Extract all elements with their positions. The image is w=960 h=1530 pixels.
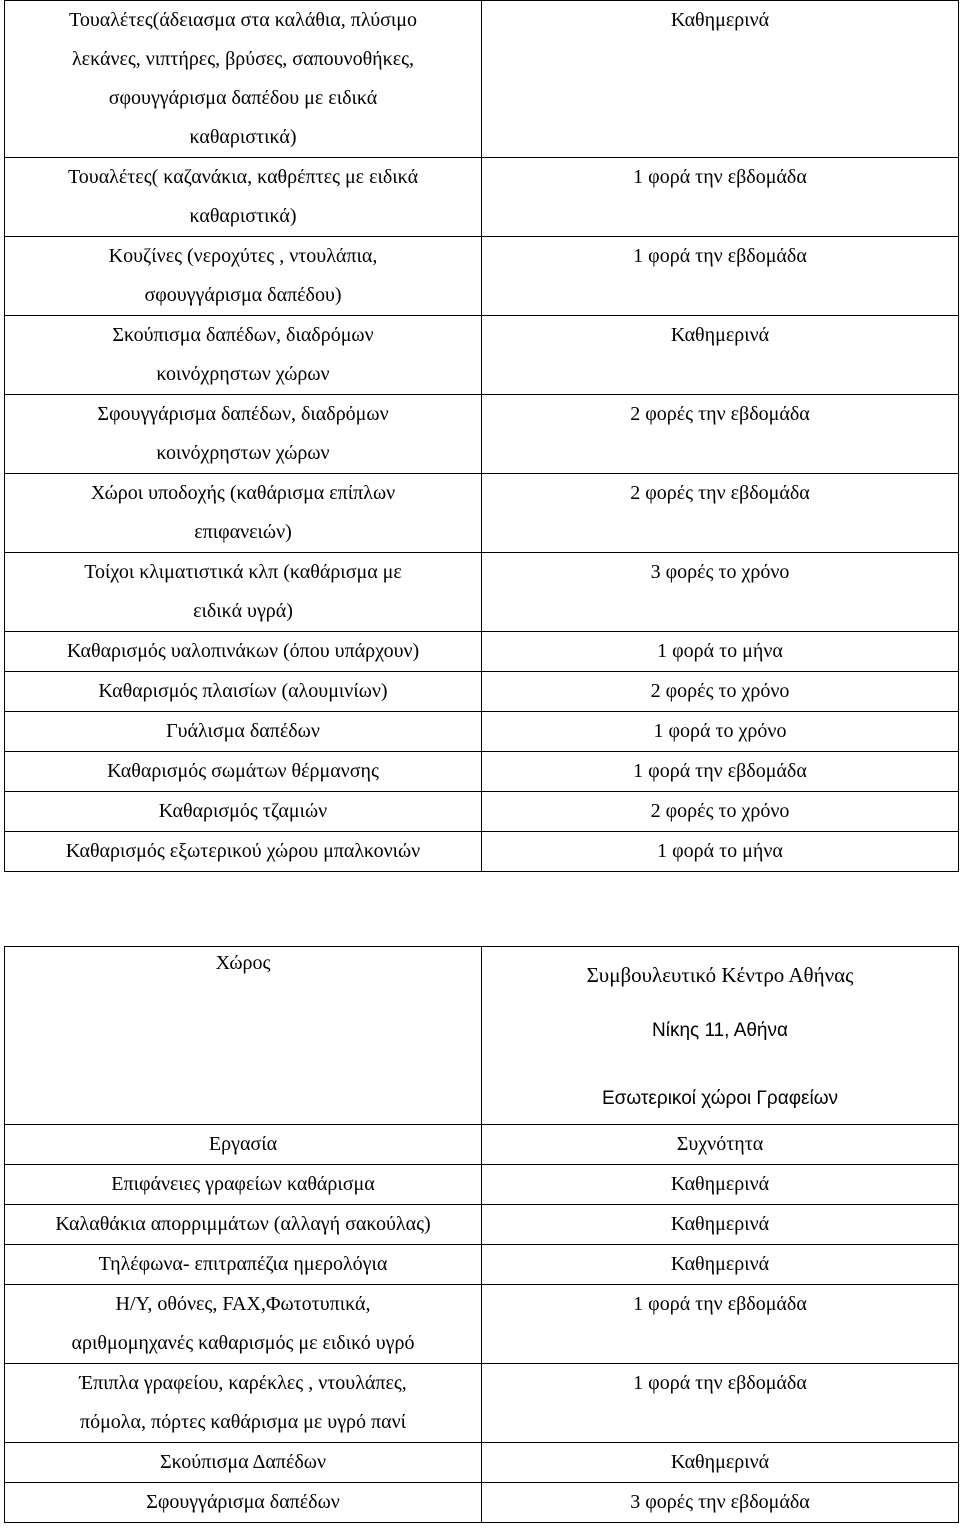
space-label-cell xyxy=(5,947,482,1125)
frequency-cell xyxy=(482,792,959,832)
task-text: Σφουγγάρισμα δαπέδων, διαδρόμων xyxy=(97,403,389,425)
frequency-cell xyxy=(482,237,959,316)
frequency-text: 3 φορές την εβδομάδα xyxy=(630,1491,810,1513)
column-header-row xyxy=(5,1125,959,1165)
frequency-text: 1 φορά την εβδομάδα xyxy=(633,1293,807,1315)
location-header-row xyxy=(5,947,959,1125)
table-row xyxy=(5,1483,959,1523)
task-text: σφουγγάρισμα δαπέδου) xyxy=(144,284,342,306)
task-column-header xyxy=(5,1125,482,1165)
task-text: λεκάνες, νιπτήρες, βρύσες, σαπουνοθήκες, xyxy=(71,48,415,70)
frequency-text: Καθημερινά xyxy=(670,1173,770,1195)
space-label: Χώρος xyxy=(215,952,271,974)
center-name: Συμβουλευτικό Κέντρο Αθήνας xyxy=(586,963,854,987)
frequency-cell xyxy=(482,1443,959,1483)
cleaning-schedule-table xyxy=(4,0,959,872)
frequency-text: 1 φορά το μήνα xyxy=(657,840,783,862)
task-text: σφουγγάρισμα δαπέδου με ειδικά xyxy=(108,87,378,109)
task-text: Τουαλέτες( καζανάκια, καθρέπτες με ειδικά xyxy=(67,166,419,188)
task-cell xyxy=(5,553,482,632)
task-text: Καθαρισμός εξωτερικού χώρου μπαλκονιών xyxy=(65,840,421,862)
task-text: Τουαλέτες(άδειασμα στα καλάθια, πλύσιμο xyxy=(69,9,417,31)
table-row xyxy=(5,158,959,237)
task-header-label: Εργασία xyxy=(208,1133,278,1155)
task-text: Καθαρισμός πλαισίων (αλουμινίων) xyxy=(98,680,388,702)
task-cell xyxy=(5,1165,482,1205)
task-text: ειδικά υγρά) xyxy=(193,600,293,622)
task-text: Σκούπισμα Δαπέδων xyxy=(159,1451,326,1473)
task-cell xyxy=(5,1245,482,1285)
frequency-cell xyxy=(482,752,959,792)
table-row xyxy=(5,632,959,672)
frequency-cell xyxy=(482,553,959,632)
frequency-cell xyxy=(482,158,959,237)
task-text: Χώροι υποδοχής (καθάρισμα επίπλων xyxy=(90,482,396,504)
frequency-text: 1 φορά το μήνα xyxy=(657,640,783,662)
frequency-cell xyxy=(482,1,959,158)
task-text: Καθαρισμός υαλοπινάκων (όπου υπάρχουν) xyxy=(66,640,420,662)
table-row xyxy=(5,832,959,872)
task-text: Σκούπισμα δαπέδων, διαδρόμων xyxy=(112,324,374,346)
task-text: Επιφάνειες γραφείων καθάρισμα xyxy=(111,1173,375,1195)
frequency-text: Καθημερινά xyxy=(670,9,770,31)
task-cell xyxy=(5,1,482,158)
task-cell xyxy=(5,832,482,872)
table-row xyxy=(5,1245,959,1285)
frequency-text: 1 φορά την εβδομάδα xyxy=(633,245,807,267)
task-text: Η/Υ, οθόνες, FAX,Φωτοτυπικά, xyxy=(115,1293,371,1315)
task-text: κοινόχρηστων χώρων xyxy=(156,442,330,464)
frequency-text: 1 φορά την εβδομάδα xyxy=(633,166,807,188)
task-text: επιφανειών) xyxy=(194,521,292,543)
table-row xyxy=(5,672,959,712)
task-text: κοινόχρηστων χώρων xyxy=(156,363,330,385)
frequency-cell xyxy=(482,474,959,553)
task-cell xyxy=(5,752,482,792)
task-text: Καλαθάκια απορριμμάτων (αλλαγή σακούλας) xyxy=(55,1213,431,1235)
frequency-text: 3 φορές το χρόνο xyxy=(650,561,790,583)
frequency-header-label: Συχνότητα xyxy=(676,1133,764,1155)
task-cell xyxy=(5,632,482,672)
task-cell xyxy=(5,474,482,553)
task-text: Έπιπλα γραφείου, καρέκλες , ντουλάπες, xyxy=(79,1372,407,1394)
task-text: Τοίχοι κλιματιστικά κλπ (καθάρισμα με xyxy=(84,561,402,583)
frequency-text: 2 φορές την εβδομάδα xyxy=(630,482,810,504)
task-text: αριθμομηχανές καθαρισμός με ειδικό υγρό xyxy=(71,1332,415,1354)
frequency-cell xyxy=(482,712,959,752)
table-row xyxy=(5,553,959,632)
task-cell xyxy=(5,672,482,712)
frequency-cell xyxy=(482,1245,959,1285)
task-cell xyxy=(5,158,482,237)
frequency-text: 2 φορές το χρόνο xyxy=(650,680,790,702)
task-cell xyxy=(5,712,482,752)
task-cell xyxy=(5,1205,482,1245)
task-cell xyxy=(5,316,482,395)
table-row xyxy=(5,1443,959,1483)
table-row xyxy=(5,1165,959,1205)
area-label: Εσωτερικοί χώροι Γραφείων xyxy=(601,1088,839,1109)
frequency-cell xyxy=(482,1483,959,1523)
frequency-cell xyxy=(482,1205,959,1245)
task-cell xyxy=(5,395,482,474)
frequency-text: Καθημερινά xyxy=(670,1253,770,1275)
frequency-text: 1 φορά το χρόνο xyxy=(653,720,787,742)
task-text: Κουζίνες (νεροχύτες , ντουλάπια, xyxy=(108,245,378,267)
table-row xyxy=(5,395,959,474)
task-text: καθαριστικά) xyxy=(189,205,297,227)
table-row xyxy=(5,237,959,316)
task-cell xyxy=(5,1285,482,1364)
frequency-cell xyxy=(482,316,959,395)
task-text: Γυάλισμα δαπέδων xyxy=(166,720,320,742)
table-row xyxy=(5,1205,959,1245)
task-text: Σφουγγάρισμα δαπέδων xyxy=(146,1491,340,1513)
task-text: Καθαρισμός σωμάτων θέρμανσης xyxy=(107,760,379,782)
frequency-cell xyxy=(482,832,959,872)
task-cell xyxy=(5,237,482,316)
frequency-cell xyxy=(482,1165,959,1205)
frequency-column-header xyxy=(482,1125,959,1165)
task-text: πόμολα, πόρτες καθάρισμα με υγρό πανί xyxy=(79,1411,407,1433)
frequency-text: Καθημερινά xyxy=(670,324,770,346)
task-cell xyxy=(5,1364,482,1443)
table-row xyxy=(5,712,959,752)
task-cell xyxy=(5,1483,482,1523)
frequency-cell xyxy=(482,672,959,712)
table-row xyxy=(5,1285,959,1364)
frequency-text: 2 φορές το χρόνο xyxy=(650,800,790,822)
task-text: Καθαρισμός τζαμιών xyxy=(158,800,328,822)
frequency-text: 2 φορές την εβδομάδα xyxy=(630,403,810,425)
table-row xyxy=(5,792,959,832)
table-row xyxy=(5,316,959,395)
frequency-cell xyxy=(482,1285,959,1364)
table-row xyxy=(5,1,959,158)
frequency-cell xyxy=(482,395,959,474)
task-cell xyxy=(5,1443,482,1483)
table-row xyxy=(5,1364,959,1443)
frequency-cell xyxy=(482,632,959,672)
task-cell xyxy=(5,792,482,832)
table-row xyxy=(5,752,959,792)
office-cleaning-table xyxy=(4,946,959,1523)
task-text: Τηλέφωνα- επιτραπέζια ημερολόγια xyxy=(98,1253,388,1275)
frequency-text: Καθημερινά xyxy=(670,1451,770,1473)
frequency-text: 1 φορά την εβδομάδα xyxy=(633,1372,807,1394)
table-row xyxy=(5,474,959,553)
location-cell xyxy=(482,947,959,1125)
frequency-text: Καθημερινά xyxy=(670,1213,770,1235)
frequency-text: 1 φορά την εβδομάδα xyxy=(633,760,807,782)
frequency-cell xyxy=(482,1364,959,1443)
center-address: Νίκης 11, Αθήνα xyxy=(652,1020,788,1041)
task-text: καθαριστικά) xyxy=(189,126,297,148)
